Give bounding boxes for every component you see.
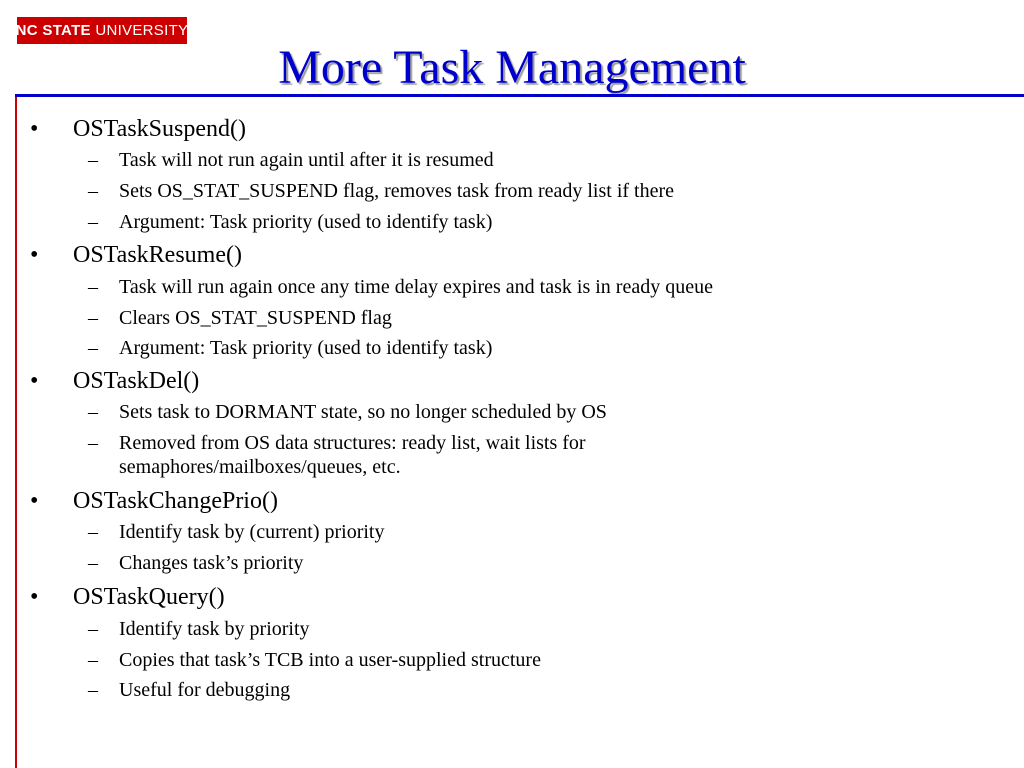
bullet-text: OSTaskResume() bbox=[73, 242, 242, 268]
sub-bullet-item bbox=[88, 648, 968, 672]
sub-bullet-text: Changes task’s priority bbox=[119, 552, 304, 574]
sub-bullet-item bbox=[88, 400, 968, 424]
bullet-marker: • bbox=[30, 488, 39, 514]
sub-bullet-item bbox=[88, 520, 968, 544]
dash-marker: – bbox=[88, 149, 98, 171]
bullet-marker: • bbox=[30, 368, 39, 394]
sub-bullet-text: Identify task by priority bbox=[119, 618, 310, 640]
dash-marker: – bbox=[88, 649, 98, 671]
sub-bullet-text: Removed from OS data structures: ready list, wait lists for semaphores/mailboxes/queues, etc. bbox=[119, 432, 586, 478]
dash-marker: – bbox=[88, 337, 98, 359]
sub-bullet-item bbox=[88, 148, 968, 172]
dash-marker: – bbox=[88, 552, 98, 574]
sub-bullet-text: Useful for debugging bbox=[119, 679, 291, 701]
bullet-item bbox=[30, 367, 199, 395]
dash-marker: – bbox=[88, 180, 98, 202]
dash-marker: – bbox=[88, 679, 98, 701]
sub-bullet-item bbox=[88, 336, 968, 360]
sub-bullet-text: Copies that task’s TCB into a user-supplied structure bbox=[119, 649, 541, 671]
bullet-item bbox=[30, 115, 246, 143]
dash-marker: – bbox=[88, 307, 98, 329]
sub-bullet-text: Sets task to DORMANT state, so no longer scheduled by OS bbox=[119, 401, 607, 423]
bullet-text: OSTaskDel() bbox=[73, 368, 200, 394]
bullet-text: OSTaskChangePrio() bbox=[73, 488, 278, 514]
sub-bullet-item bbox=[88, 306, 968, 330]
bullet-item bbox=[30, 241, 242, 269]
logo-text bbox=[16, 22, 189, 39]
sub-bullet-item bbox=[88, 617, 968, 641]
sub-bullet-text: Sets OS_STAT_SUSPEND flag, removes task from ready list if there bbox=[119, 180, 674, 202]
dash-marker: – bbox=[88, 401, 98, 423]
sub-bullet-item bbox=[88, 210, 968, 234]
bullet-item bbox=[30, 583, 225, 611]
sub-bullet-text: Argument: Task priority (used to identify task) bbox=[119, 211, 493, 233]
bullet-marker: • bbox=[30, 242, 39, 268]
bullet-item bbox=[30, 487, 278, 515]
dash-marker: – bbox=[88, 618, 98, 640]
left-vertical-rule bbox=[15, 97, 17, 768]
bullet-marker: • bbox=[30, 584, 39, 610]
logo-light-text: UNIVERSITY bbox=[95, 22, 189, 39]
dash-marker: – bbox=[88, 432, 98, 454]
bullet-marker: • bbox=[30, 116, 39, 142]
sub-bullet-text: Task will not run again until after it is resumed bbox=[119, 149, 494, 171]
bullet-text: OSTaskSuspend() bbox=[73, 116, 246, 142]
sub-bullet-item bbox=[88, 678, 968, 702]
dash-marker: – bbox=[88, 521, 98, 543]
sub-bullet-text: Argument: Task priority (used to identify task) bbox=[119, 337, 493, 359]
sub-bullet-item bbox=[88, 275, 968, 299]
dash-marker: – bbox=[88, 211, 98, 233]
slide-title: More Task Management bbox=[278, 41, 746, 94]
sub-bullet-text: Clears OS_STAT_SUSPEND flag bbox=[119, 307, 392, 329]
sub-bullet-item bbox=[88, 551, 968, 575]
dash-marker: – bbox=[88, 276, 98, 298]
sub-bullet-item bbox=[88, 431, 728, 479]
sub-bullet-text: Task will run again once any time delay expires and task is in ready queue bbox=[119, 276, 713, 298]
sub-bullet-item bbox=[88, 179, 968, 203]
logo-bold-text: NC STATE bbox=[15, 22, 91, 39]
title-underline bbox=[15, 94, 1024, 97]
bullet-text: OSTaskQuery() bbox=[73, 584, 225, 610]
sub-bullet-text: Identify task by (current) priority bbox=[119, 521, 385, 543]
